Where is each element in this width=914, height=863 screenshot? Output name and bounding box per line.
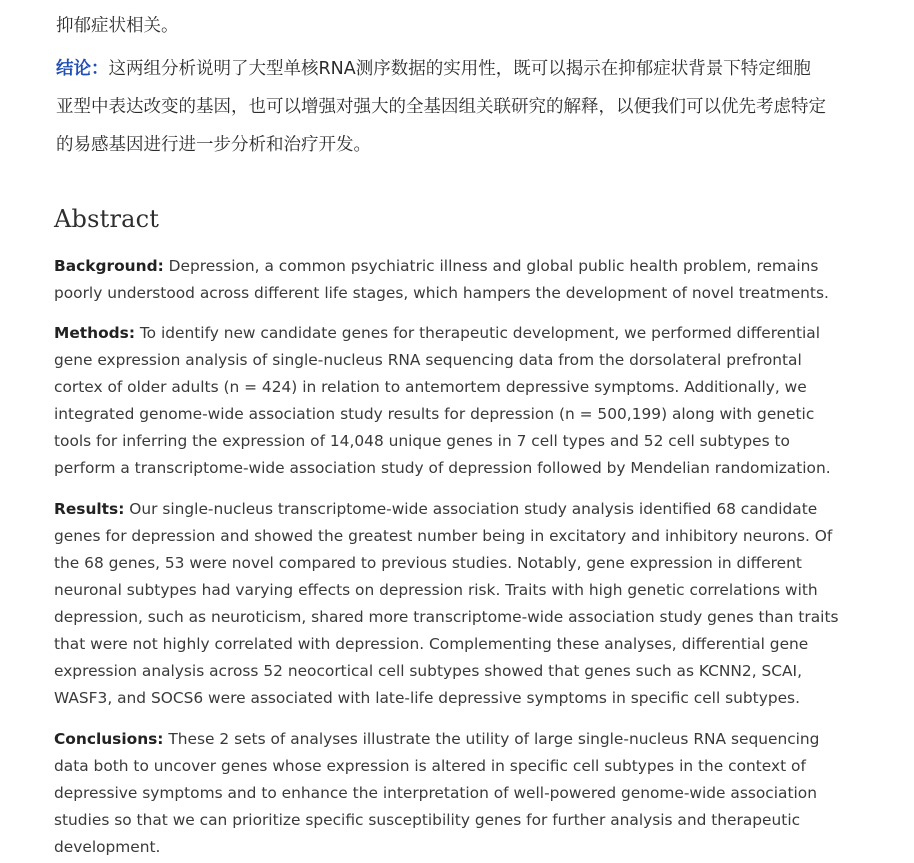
abstract-line: integrated genome-wide association study results for depression (n = 500,199) along with genetic — [54, 405, 815, 423]
conclusions-label: Conclusions: — [54, 730, 164, 748]
results-label: Results: — [54, 500, 125, 518]
abstract-line: development. — [54, 838, 161, 856]
chinese-conclusion-text: 这两组分析说明了大型单核RNA测序数据的实用性，既可以揭示在抑郁症状背景下特定细胞 — [108, 59, 811, 79]
abstract-line: genes for depression and showed the greatest number being in excitatory and inhibitory neurons. Of — [54, 527, 833, 545]
methods-text: To identify new candidate genes for therapeutic development, we performed differential — [139, 324, 820, 342]
abstract-line: cortex of older adults (n = 424) in relation to antemortem depressive symptoms. Additionally, we — [54, 378, 807, 396]
conclusions-text: These 2 sets of analyses illustrate the utility of large single-nucleus RNA sequencing — [168, 730, 820, 748]
abstract-line: that were not highly correlated with depression. Complementing these analyses, differential gene — [54, 635, 809, 653]
abstract-line: WASF3, and SOCS6 were associated with late-life depressive symptoms in specific cell subtypes. — [54, 689, 800, 707]
abstract-heading: Abstract — [54, 205, 160, 233]
abstract-line: studies so that we can prioritize specific susceptibility genes for further analysis and therapeutic — [54, 811, 801, 829]
results-text: Our single-nucleus transcriptome-wide association study analysis identified 68 candidate — [129, 500, 818, 518]
abstract-results-paragraph — [54, 496, 866, 712]
abstract-methods-paragraph — [54, 320, 866, 482]
abstract-line — [54, 320, 866, 347]
abstract-line: poorly understood across different life stages, which hampers the development of novel treatments. — [54, 284, 829, 302]
abstract-line — [54, 496, 866, 523]
abstract-line — [54, 726, 866, 753]
abstract-line: expression analysis across 52 neocortical cell subtypes showed that genes such as KCNN2, SCAI, — [54, 662, 802, 680]
chinese-conclusion-label: 结论： — [56, 59, 109, 79]
abstract-line: tools for inferring the expression of 14,048 unique genes in 7 cell types and 52 cell subtypes to — [54, 432, 790, 450]
chinese-tail-line: 抑郁症状相关。 — [56, 16, 179, 36]
background-label: Background: — [54, 257, 164, 275]
abstract-conclusions-paragraph — [54, 726, 866, 861]
abstract-line: depression, such as neuroticism, shared more transcriptome-wide association study genes than traits — [54, 608, 839, 626]
abstract-line: neuronal subtypes had varying effects on depression risk. Traits with high genetic correlations with — [54, 581, 818, 599]
abstract-line: data both to uncover genes whose expression is altered in specific cell subtypes in the context of — [54, 757, 806, 775]
methods-label: Methods: — [54, 324, 135, 342]
chinese-conclusion-line-1 — [56, 55, 811, 80]
abstract-line: gene expression analysis of single-nucleus RNA sequencing data from the dorsolateral prefrontal — [54, 351, 802, 369]
abstract-line: the 68 genes, 53 were novel compared to previous studies. Notably, gene expression in different — [54, 554, 802, 572]
abstract-line: perform a transcriptome-wide association study of depression followed by Mendelian randomization. — [54, 459, 831, 477]
abstract-background-paragraph — [54, 253, 866, 307]
abstract-line — [54, 253, 866, 280]
background-text: Depression, a common psychiatric illness and global public health problem, remains — [168, 257, 819, 275]
chinese-conclusion-line-3: 的易感基因进行进一步分析和治疗开发。 — [56, 135, 371, 155]
chinese-conclusion-line-2: 亚型中表达改变的基因，也可以增强对强大的全基因组关联研究的解释，以便我们可以优先考虑特定 — [56, 97, 826, 117]
abstract-line: depressive symptoms and to enhance the interpretation of well-powered genome-wide association — [54, 784, 817, 802]
